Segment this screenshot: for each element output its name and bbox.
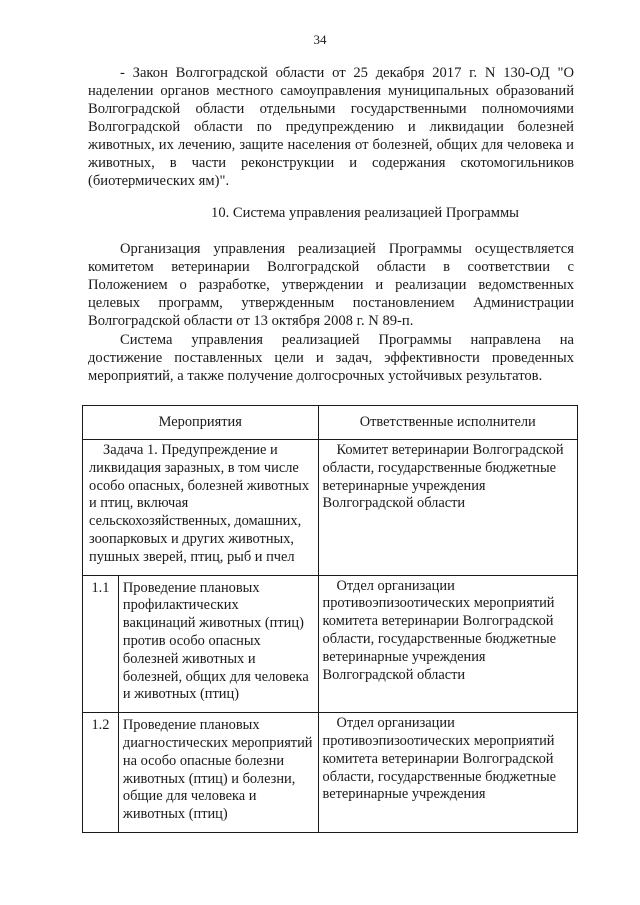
table-row bbox=[83, 575, 578, 713]
paragraph-management-organization-text: Организация управления реализацией Программы осуществляется комитетом ветеринарии Волгоградской области в соответствии с Положением о разработке, утверждении и реализации ведомственных целевых программ, утвержденным постановлением Администрации Волгоградской области от 13 октября 2008 г. N 89-п. bbox=[88, 241, 574, 329]
paragraph-management-system-text: Система управления реализацией Программы направлена на достижение поставленных цели и задач, эффективности проведенных мероприятий, а также получение долгосрочных устойчивых результатов. bbox=[88, 332, 574, 384]
task-cell bbox=[83, 440, 319, 576]
law-paragraph bbox=[88, 64, 574, 190]
header-responsible: Ответственные исполнители bbox=[318, 406, 577, 440]
law-paragraph-text: - Закон Волгоградской области от 25 декабря 2017 г. N 130-ОД "О наделении органов местного самоуправления муниципальных образований Волгоградской области отдельными государственными полномочиями Волгоградской области по предупреждению и ликвидации болезней животных, их лечению, защите населения от болезней, общих для человека и животных, в части реконструкции и содержания скотомогильников (биотермических ям)". bbox=[88, 65, 574, 189]
task-row bbox=[83, 440, 578, 576]
header-measures: Мероприятия bbox=[83, 406, 319, 440]
table-header-row bbox=[83, 406, 578, 440]
section-heading: 10. Система управления реализацией Программы bbox=[211, 205, 519, 221]
paragraph-management-system bbox=[88, 331, 574, 385]
task-responsible-cell bbox=[318, 440, 577, 576]
task-responsible-text: Комитет ветеринарии Волгоградской области, государственные бюджетные ветеринарные учреждения Волгоградской области bbox=[322, 442, 564, 512]
page-number: 34 bbox=[313, 32, 327, 47]
row-measure: Проведение плановых профилактических вакцинаций животных (птиц) против особо опасных болезней животных и болезней, общих для человека и животных (птиц) bbox=[118, 575, 318, 713]
row-measure: Проведение плановых диагностических мероприятий на особо опасные болезни животных (птиц) и болезни, общие для человека и животных (птиц) bbox=[118, 713, 318, 833]
task-text: Задача 1. Предупреждение и ликвидация заразных, в том числе особо опасных, болезней животных и птиц, включая сельскохозяйственных, домашних, зоопарковых и других животных, пушных зверей, птиц, рыб и пчел bbox=[89, 442, 310, 565]
paragraph-management-organization bbox=[88, 240, 574, 330]
row-number: 1.1 bbox=[83, 575, 119, 713]
row-responsible-cell bbox=[318, 575, 577, 713]
measures-table bbox=[82, 405, 578, 833]
row-responsible-text: Отдел организации противоэпизоотических мероприятий комитета ветеринарии Волгоградской области, государственные бюджетные ветеринарные учреждения Волгоградской области bbox=[322, 577, 556, 683]
row-number: 1.2 bbox=[83, 713, 119, 833]
row-responsible-cell bbox=[318, 713, 577, 833]
table-row bbox=[83, 713, 578, 833]
row-responsible-text: Отдел организации противоэпизоотических мероприятий комитета ветеринарии Волгоградской области, государственные бюджетные ветеринарные учреждения bbox=[322, 715, 556, 803]
